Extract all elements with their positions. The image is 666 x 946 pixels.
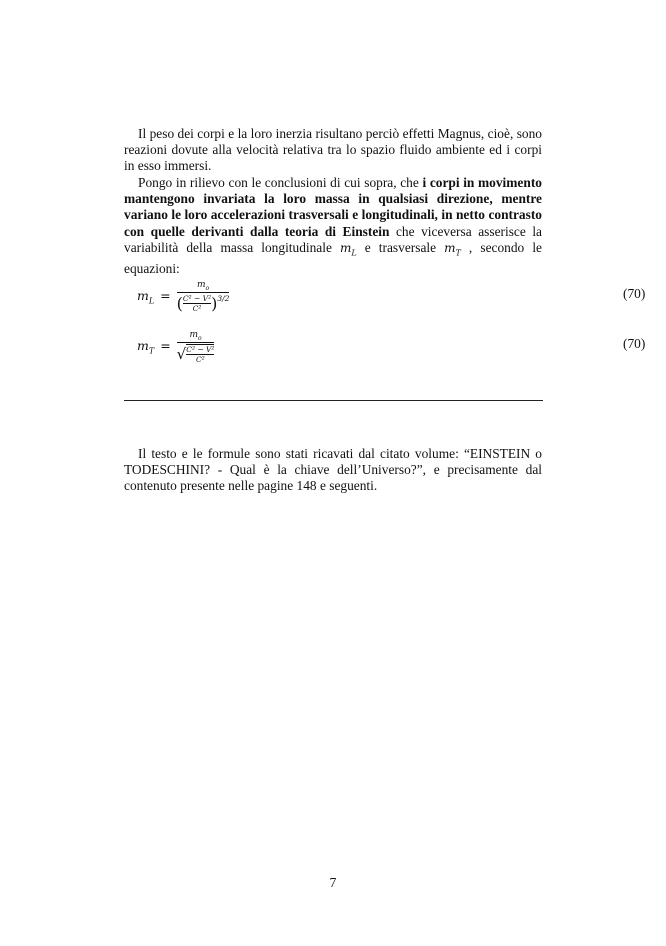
mass-transverse-symbol: $m_T$ (444, 240, 461, 258)
eq1-numerator: $m_o$ (196, 280, 210, 292)
eq2-lhs: $m_T$ (137, 338, 155, 356)
mass-longitudinal-symbol: $m_L$ (340, 240, 357, 258)
eq2-equals: = (160, 338, 171, 354)
paragraph-2-tail: , secondo le equazioni: (124, 239, 542, 277)
equation-mass-longitudinal (137, 280, 646, 313)
paragraph-1-text: Il peso dei corpi e la loro inerzia risultano perciò effetti Magnus, cioè, sono reazioni dovute alla velocità relativa tra lo spazio fluido ambiente ed i corpi in esso immersi. (124, 126, 542, 174)
paragraph-3-text: Il testo e le formule sono stati ricavati dal citato volume: “EINSTEIN o TODESCHINI? - Qual è la chiave dell’Universo?”, e precisamente dal contenuto presente nelle pagine 148 e seguenti. (124, 446, 542, 494)
eq2-number: (70) (623, 336, 646, 351)
paragraph-2-bold: i corpi in movimento mantengono invariata la loro massa in qualsiasi direzione, mentre variano le loro accelerazioni trasversali e longitudinali, in netto contrasto con quelle derivanti dalla teoria di Einstein (124, 175, 542, 239)
radical-sign: √ (176, 344, 187, 363)
page-number: 7 (329, 875, 337, 890)
eq2-fraction (177, 330, 215, 364)
equation-mass-transverse (137, 330, 646, 364)
paragraph-2-lead: Pongo in rilievo con le conclusioni di cui sopra, che (138, 175, 423, 190)
eq2-denominator: √ $\frac{\text{C² − V²}}{\text{C²}}$ (177, 342, 215, 364)
paragraph-source-note (124, 446, 542, 495)
paragraph-conclusions (124, 175, 542, 278)
paragraph-magnus-effect (124, 126, 542, 175)
eq1-lhs: $m_L$ (137, 287, 155, 306)
eq1-equals: = (160, 287, 171, 303)
paragraph-2-mid: che viceversa asserisce la variabilità della massa longitudinale (124, 223, 543, 255)
eq1-denominator: ( $\frac{\text{C² − V²}}{\text{C²}}$ )$^{3/2}$ (176, 293, 230, 313)
eq1-number: (70) (623, 286, 646, 301)
eq1-fraction (177, 280, 230, 313)
section-divider (124, 400, 543, 401)
paragraph-2-and: e trasversale (356, 239, 445, 255)
eq2-numerator: $m_o$ (189, 330, 202, 342)
